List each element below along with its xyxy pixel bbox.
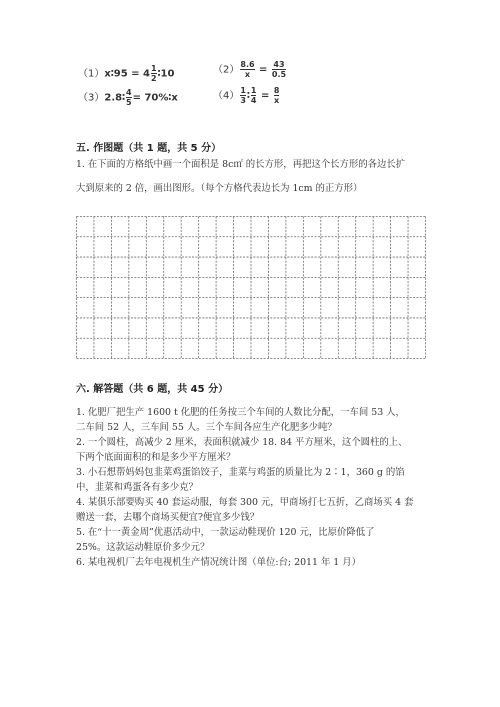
fraction-numerator: 43: [273, 60, 285, 69]
fraction-denominator: 3: [240, 96, 246, 105]
question-line: 4. 某俱乐部要购买 40 套运动服，每套 300 元，甲商场打七五折，乙商场买 4 套: [76, 497, 414, 508]
section-5-question-line-1: 1. 在下面的方格纸中画一个面积是 8c㎡ 的长方形，再把这个长方形的各边长扩: [76, 159, 406, 170]
equation-4-fraction-b: [251, 86, 257, 105]
fraction-numerator: 8: [273, 86, 280, 95]
fraction-numerator: 1: [240, 86, 246, 95]
equation-3-pre: 2.8∶: [104, 92, 126, 104]
equation-4: [213, 86, 280, 105]
question-line: 2. 一个圆柱，高减少 2 厘米，表面积就减少 18. 84 平方厘米，这个圆柱的上、: [76, 437, 408, 448]
question-line: 5. 在“十一黄金周”优惠活动中，一款运动鞋现价 120 元，比原价降低了: [76, 527, 375, 538]
ratio-sign: ∶: [246, 90, 250, 102]
question-line: 赠送一套，去哪个商场买便宜?便宜多少钱？: [76, 512, 260, 523]
equation-2-right-fraction: [272, 60, 286, 79]
equals-sign: =: [259, 64, 268, 76]
fraction-denominator: 2: [150, 74, 157, 83]
question-line: 二车间 52 人，三车间 55 人。三个车间各应生产化肥多少吨？: [76, 422, 337, 433]
fraction-numerator: 4: [126, 88, 132, 97]
question-line: 中，韭菜和鸡蛋各有多少克？: [76, 482, 198, 493]
equation-2-label: （2）: [213, 64, 240, 76]
section-6-questions: [76, 405, 413, 570]
fraction-denominator: 4: [250, 96, 257, 105]
equation-3-fraction: [126, 88, 132, 107]
equals-sign: =: [260, 90, 270, 102]
equation-3-label: （3）: [78, 92, 105, 104]
equation-4-fraction-a: [240, 86, 246, 105]
question-line: 下两个底面面积的和是多少平方厘米？: [76, 452, 236, 463]
equation-1: [78, 64, 174, 83]
section-6-title: 六. 解答题（共 6 题，共 45 分）: [76, 384, 229, 395]
equation-2-left-fraction: [240, 60, 254, 79]
equation-3-post: = 70%∶x: [132, 92, 178, 104]
equation-2: [213, 60, 287, 79]
fraction-denominator: x: [244, 70, 251, 79]
section-5-question-line-2: 大到原来的 2 倍，画出图形。（每个方格代表边长为 1cm 的正方形）: [76, 183, 363, 194]
equation-1-fraction: [151, 64, 157, 83]
question-line: 6. 某电视机厂去年电视机生产情况统计图（单位:台; 2011 年 1 月）: [76, 557, 361, 568]
fraction-numerator: 1: [250, 86, 257, 95]
question-line: 1. 化肥厂把生产 1600 t 化肥的任务按三个车间的人数比分配，一车间 53 人，: [76, 407, 405, 418]
equation-4-label: （4）: [213, 90, 240, 102]
fraction-denominator: x: [274, 96, 280, 105]
grid-paper[interactable]: [76, 216, 426, 359]
fraction-denominator: 0.5: [271, 70, 287, 79]
question-line: 3. 小石想帮妈妈包韭菜鸡蛋馅饺子，韭菜与鸡蛋的质量比为 2∶1，360 g 的馅: [76, 467, 405, 478]
equation-4-fraction-c: [274, 86, 280, 105]
equation-1-label: （1）: [78, 68, 105, 80]
equation-3: [78, 88, 178, 107]
section-5-title: 五. 作图题（共 1 题，共 5 分）: [76, 143, 222, 154]
equation-1-right: ∶10: [157, 68, 175, 80]
fraction-numerator: 1: [150, 64, 157, 73]
equation-1-left: x∶95 = 4: [104, 68, 150, 80]
fraction-numerator: 8.6: [240, 60, 255, 69]
fraction-denominator: 5: [126, 98, 132, 107]
question-line: 25%。这款运动鞋原价多少元？: [76, 542, 210, 553]
